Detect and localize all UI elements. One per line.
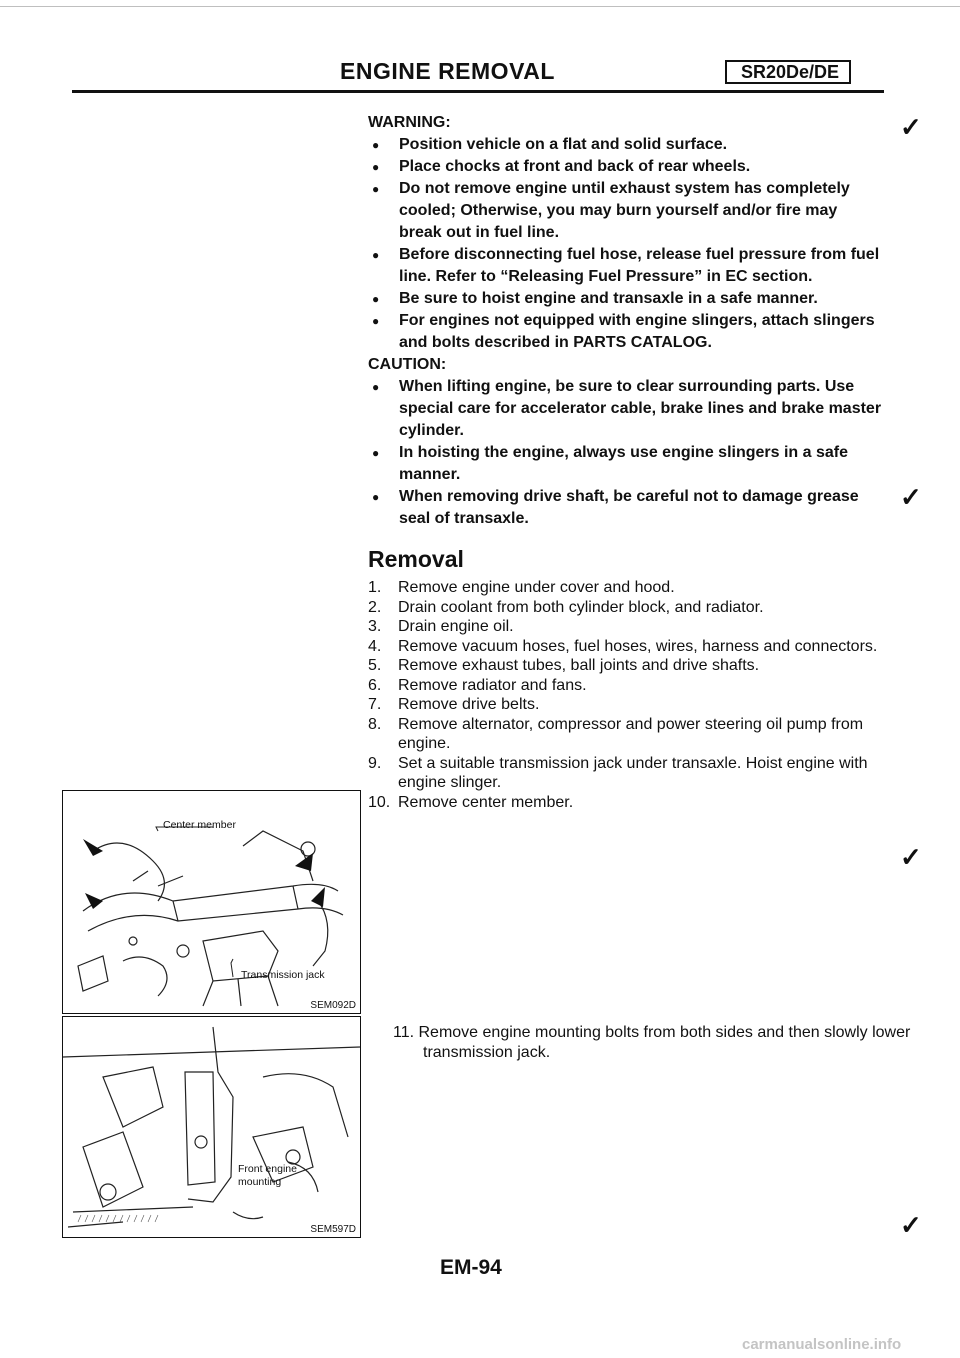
removal-steps [368, 578, 883, 812]
warning-item: ● Be sure to hoist engine and transaxle in a safe manner. [368, 288, 883, 310]
check-mark: ✓ [900, 112, 922, 142]
check-mark: ✓ [900, 482, 922, 512]
step-number: 1. [368, 579, 382, 596]
step-text: Drain engine oil. [398, 618, 514, 635]
label-transmission-jack: Transmission jack [241, 969, 325, 981]
caution-item: ● In hoisting the engine, always use engine slingers in a safe manner. [368, 442, 883, 486]
step-number: 9. [368, 754, 382, 772]
figure-code: SEM092D [310, 1000, 356, 1011]
step-number: 3. [368, 618, 382, 635]
warning-item: ● Do not remove engine until exhaust system has completely cooled; Otherwise, you may burn yourself and/or fire may break out in fuel line. [368, 178, 883, 244]
warning-item: ● Position vehicle on a flat and solid surface. [368, 134, 883, 156]
check-mark: ✓ [900, 842, 922, 872]
step-number: 10. [368, 793, 391, 811]
engine-model-badge: SR20De/DE [725, 60, 851, 84]
figure-center-member [62, 790, 361, 1014]
warning-item: ● Before disconnecting fuel hose, release fuel pressure from fuel line. Refer to “Releasing Fuel Pressure” in EC section. [368, 244, 883, 288]
step-text: Remove vacuum hoses, fuel hoses, wires, harness and connectors. [398, 637, 878, 655]
removal-step-11: 11. Remove engine mounting bolts from both sides and then slowly lower transmission jack. [393, 1024, 911, 1061]
label-center-member: Center member [163, 819, 236, 831]
figure-code: SEM597D [310, 1224, 356, 1235]
step-text: Remove alternator, compressor and power steering oil pump from engine. [398, 715, 864, 752]
step-number: 7. [368, 696, 382, 713]
step-text: Drain coolant from both cylinder block, and radiator. [398, 598, 764, 616]
removal-step [368, 637, 883, 657]
caution-item: ● When removing drive shaft, be careful not to damage grease seal of transaxle. [368, 486, 883, 530]
step-text: Remove radiator and fans. [398, 676, 587, 694]
step-text: Remove exhaust tubes, ball joints and drive shafts. [398, 657, 760, 674]
watermark: carmanualsonline.info [742, 1336, 902, 1353]
removal-step [368, 715, 883, 754]
figure-front-engine-mounting [62, 1016, 361, 1238]
step-number: 4. [368, 637, 382, 655]
removal-step [368, 793, 883, 813]
check-mark: ✓ [900, 1210, 922, 1240]
step-number: 8. [368, 715, 382, 733]
step-number: 2. [368, 598, 382, 616]
removal-step [368, 754, 883, 793]
warning-item: ● Place chocks at front and back of rear wheels. [368, 156, 883, 178]
main-content [368, 112, 883, 812]
removal-step [368, 676, 883, 696]
engine-mounting-illustration [63, 1017, 360, 1237]
label-mounting: mounting [238, 1176, 282, 1188]
removal-step [368, 695, 883, 715]
caution-list [368, 376, 883, 530]
step-number: 5. [368, 657, 382, 674]
removal-step [368, 578, 883, 598]
warning-heading: WARNING: [368, 114, 451, 131]
warning-item: ● For engines not equipped with engine slingers, attach slingers and bolts described in PARTS CATALOG. [368, 310, 883, 354]
step-text: Remove center member. [398, 793, 574, 811]
removal-step [368, 598, 883, 618]
label-front-engine: Front engine [238, 1163, 297, 1175]
step-number: 6. [368, 676, 382, 694]
caution-heading: CAUTION: [368, 356, 447, 373]
warning-list [368, 134, 883, 354]
page-number: EM-94 [440, 1256, 502, 1279]
step-text: Remove engine under cover and hood. [398, 579, 675, 596]
caution-item: ● When lifting engine, be sure to clear surrounding parts. Use special care for accelerator cable, brake lines and brake master cylinder. [368, 376, 883, 442]
header-rule [72, 90, 884, 93]
page-title: ENGINE REMOVAL [340, 58, 555, 84]
removal-heading: Removal [368, 546, 464, 572]
step-text: Remove drive belts. [398, 696, 540, 713]
removal-step [368, 617, 883, 637]
step-text: Set a suitable transmission jack under transaxle. Hoist engine with engine slinger. [398, 754, 868, 791]
top-scan-line [0, 6, 960, 7]
removal-step [368, 656, 883, 676]
